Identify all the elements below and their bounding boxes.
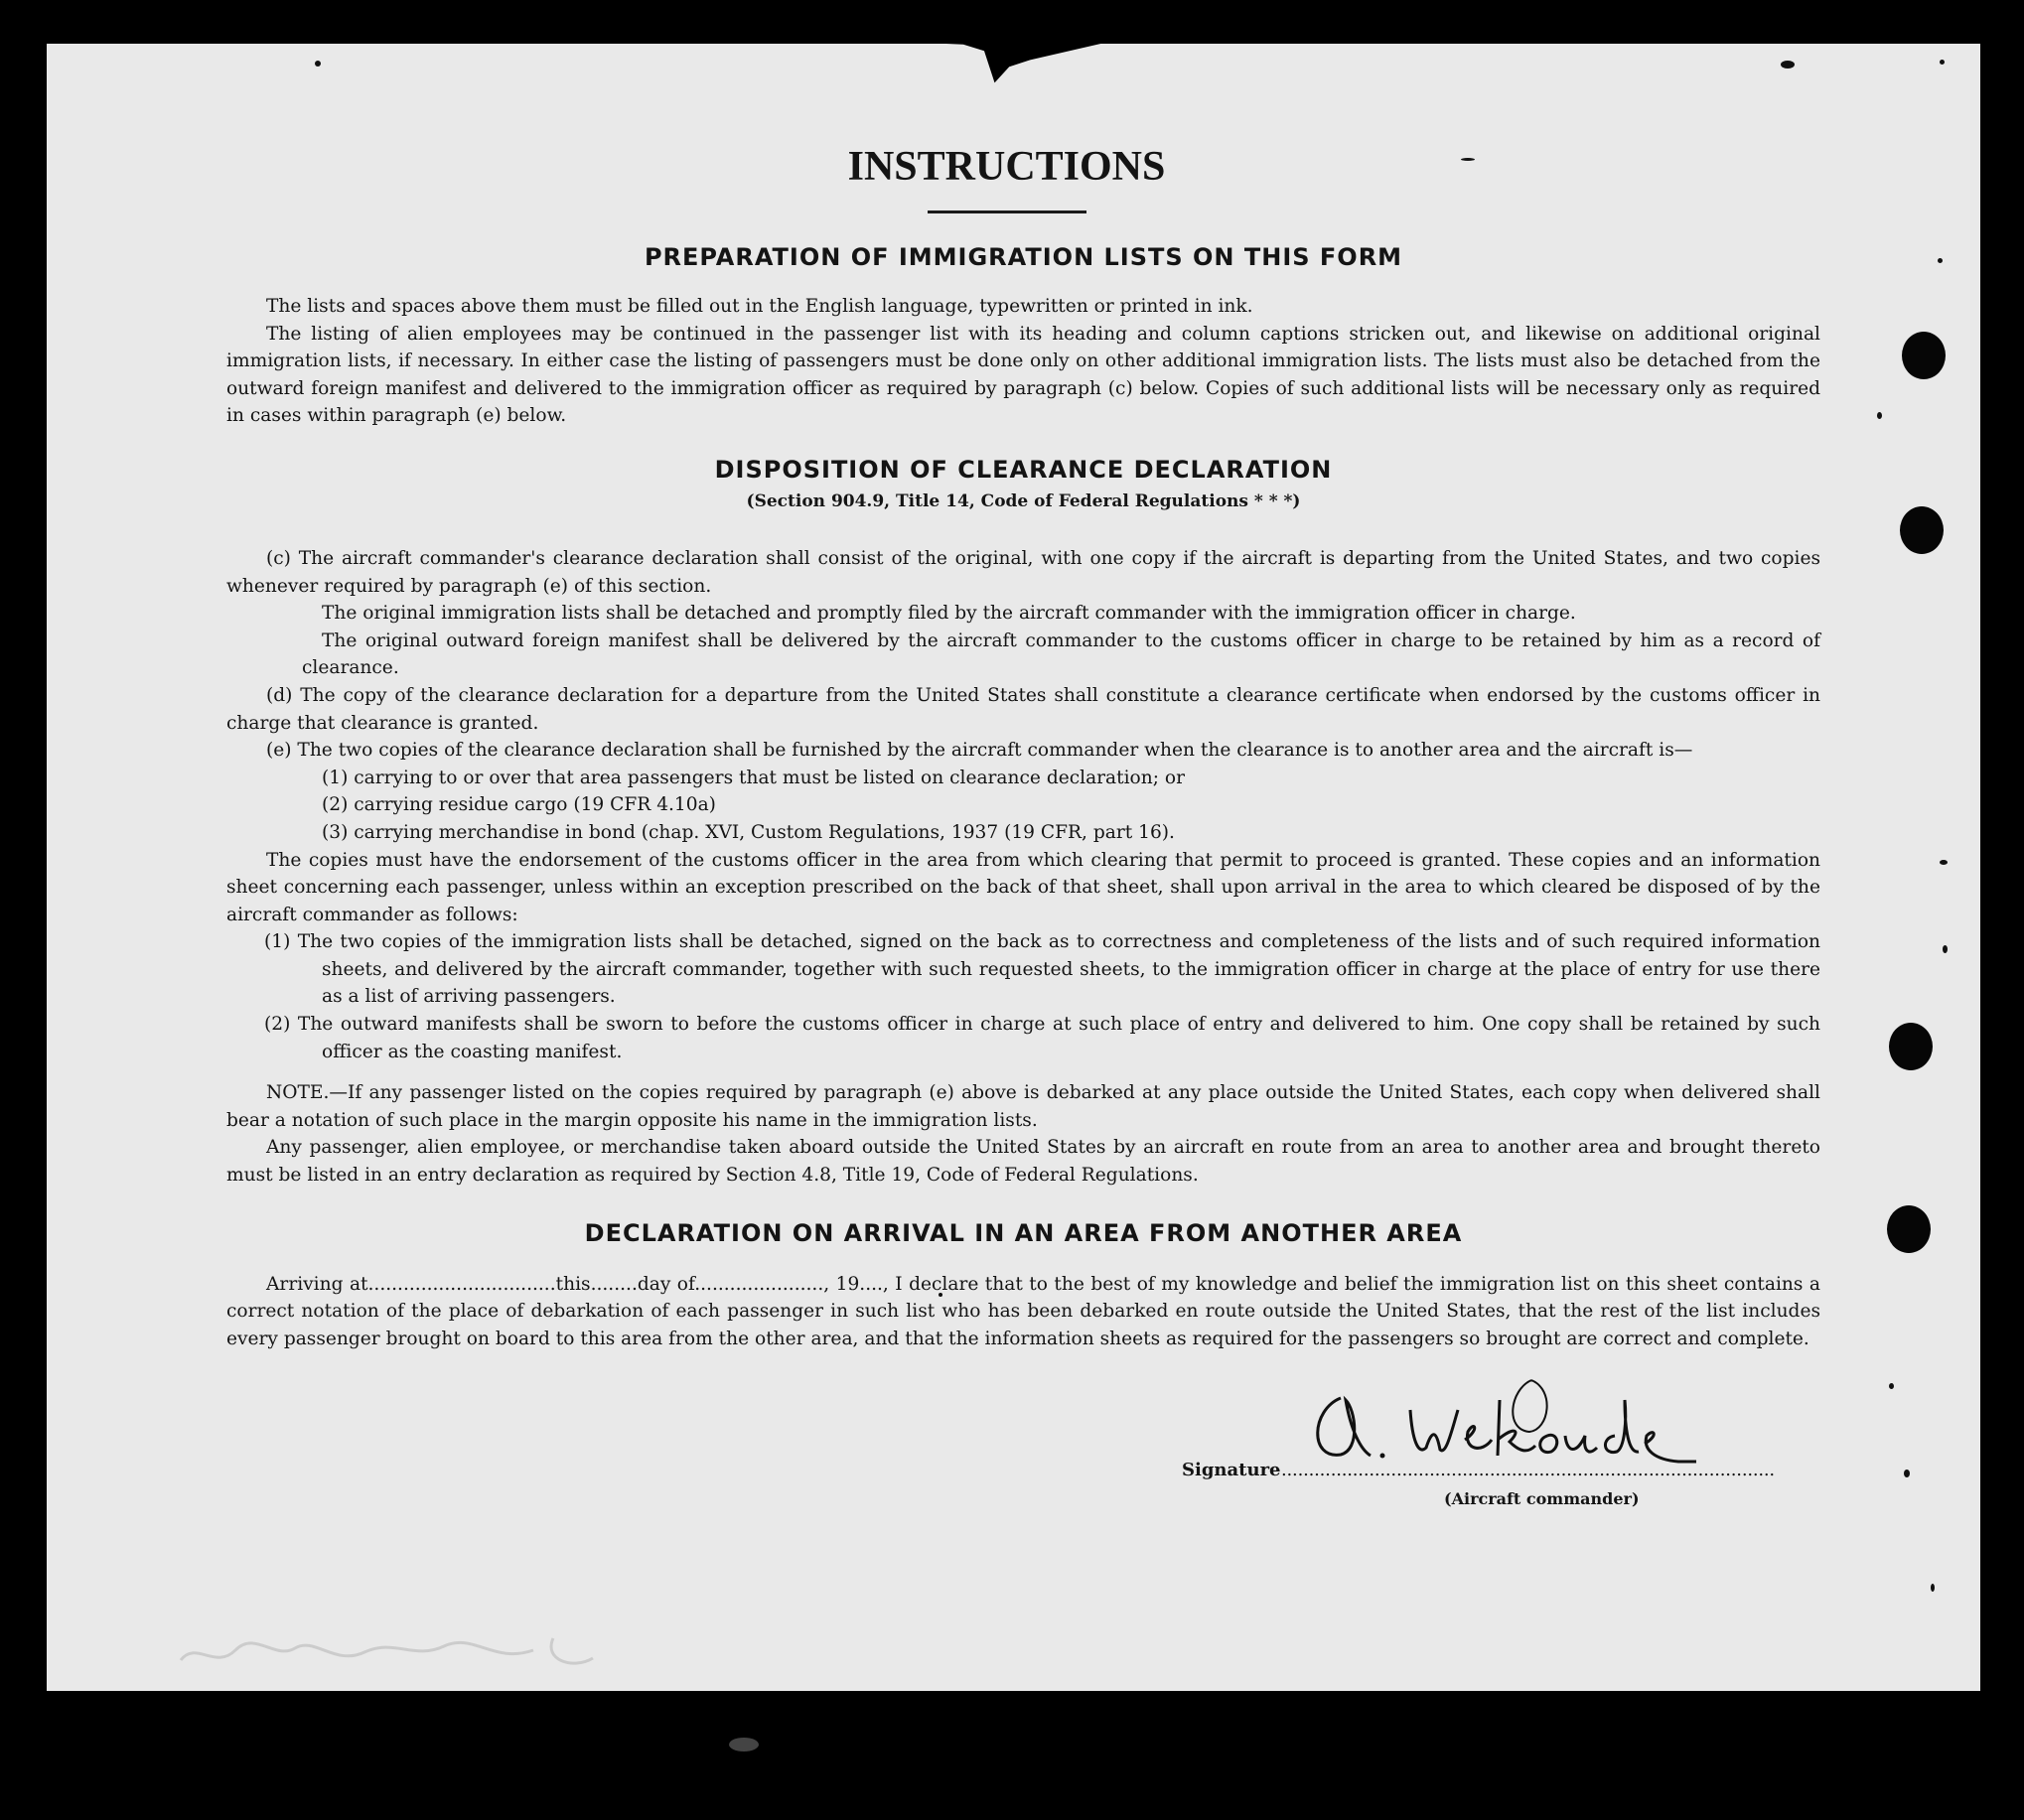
page-title: INSTRUCTIONS bbox=[847, 144, 1166, 190]
paragraph-e-item-3: (3) carrying merchandise in bond (chap. XVI, Custom Regulations, 1937 (19 CFR, part 16). bbox=[322, 821, 1175, 843]
punch-hole bbox=[1887, 1205, 1931, 1253]
torn-edge bbox=[901, 42, 1109, 87]
speck bbox=[1940, 60, 1945, 65]
blot bbox=[729, 1738, 759, 1751]
speck bbox=[1931, 1584, 1935, 1592]
paragraph-e-item-2: (2) carrying residue cargo (19 CFR 4.10a) bbox=[322, 794, 716, 816]
handwritten-signature bbox=[1301, 1370, 1718, 1479]
punch-hole bbox=[1889, 1023, 1933, 1070]
paragraph-c-outward-manifest: The original outward foreign manifest shall be delivered by the aircraft commander to the customs officer in charge to be retained by him as a record of clearance. bbox=[302, 630, 1820, 679]
disposal-item-2: (2) The outward manifests shall be sworn to before the customs officer in charge at such place of entry and delivered to him. One copy shall be retained by such officer as the coasting manifest. bbox=[264, 1014, 1820, 1062]
signature-label: Signature bbox=[1182, 1460, 1281, 1480]
declaration-heading: DECLARATION ON ARRIVAL IN AN AREA FROM ANOTHER AREA bbox=[584, 1218, 1463, 1247]
speck bbox=[1781, 61, 1795, 69]
preparation-heading: PREPARATION OF IMMIGRATION LISTS ON THIS FORM bbox=[644, 243, 1403, 271]
instructions-body bbox=[226, 137, 1820, 1352]
punch-hole bbox=[1902, 332, 1946, 379]
paragraph-e-item-1: (1) carrying to or over that area passengers that must be listed on clearance declaration; or bbox=[322, 767, 1185, 788]
note-paragraph bbox=[226, 1079, 1820, 1134]
entry-declaration-paragraph: Any passenger, alien employee, or merchandise taken aboard outside the United States by an aircraft en route from an area to another area and brought thereto must be listed in an entry declaration as required by Section 4.8, Title 19, Code of Federal Regulations. bbox=[226, 1137, 1820, 1187]
title-rule bbox=[928, 210, 1086, 213]
copies-paragraph: The copies must have the endorsement of the customs officer in the area from which clearing that permit to proceed is granted. These copies and an information sheet concerning each passenger, unless within an exception prescribed on the back of that sheet, shall upon arrival in the area to which cleared be disposed of by the aircraft commander as follows: bbox=[226, 849, 1820, 925]
preparation-paragraph-2: The listing of alien employees may be continued in the passenger list with its heading and column captions stricken out, and likewise on additional original immigration lists, if necessary. In either case the listing of passengers must be done only on other additional immigration lists. The lists must also be detached from the outward foreign manifest and delivered to the immigration officer as required by paragraph (c) below. Copies of such additional lists will be necessary only as required in cases within paragraph (e) below. bbox=[226, 323, 1820, 427]
paragraph-e: (e) The two copies of the clearance declaration shall be furnished by the aircraft commander when the clearance is to another area and the aircraft is— bbox=[266, 740, 1693, 762]
speck bbox=[315, 61, 321, 67]
note-text: —If any passenger listed on the copies required by paragraph (e) above is debarked at any place outside the United States, each copy when delivered shall bear a notation of such place in the margin opposite his name in the immigration lists. bbox=[226, 1082, 1820, 1131]
speck bbox=[1904, 1470, 1910, 1477]
speck bbox=[1877, 412, 1882, 419]
disposal-item-1: (1) The two copies of the immigration lists shall be detached, signed on the back as to correctness and completeness of the lists and of such required information sheets, and delivered by the aircraft commander, together with such requested sheets, to the immigration officer in charge at the place of entry for use there as a list of arriving passengers. bbox=[264, 931, 1820, 1008]
note-label: NOTE. bbox=[266, 1082, 330, 1104]
speck bbox=[1938, 258, 1943, 263]
speck bbox=[1889, 1383, 1894, 1389]
speck bbox=[1943, 945, 1948, 953]
paragraph-d: (d) The copy of the clearance declaration for a departure from the United States shall constitute a clearance certificate when endorsed by the customs officer in charge that clearance is granted. bbox=[226, 684, 1820, 734]
declaration-text: Arriving at................................this........day of......................, 19...., I declare that to the best of my knowledge and belief the immigration list on this sheet contains a correct notation of the place of debarkation of each passenger in such list who has been debarked en route outside the United States, that the rest of the list includes every passenger brought on board to this area from the other area, and that the information sheets as required for the passengers so brought are correct and complete. bbox=[226, 1273, 1820, 1349]
speck bbox=[1940, 860, 1948, 865]
paragraph-c-immigration-lists: The original immigration lists shall be detached and promptly filed by the aircraft commander with the immigration officer in charge. bbox=[322, 603, 1576, 625]
signature-dots: .......................................................................................... bbox=[1281, 1460, 1775, 1480]
preparation-paragraph-1: The lists and spaces above them must be filled out in the English language, typewritten or printed in ink. bbox=[266, 296, 1253, 317]
disposition-heading: DISPOSITION OF CLEARANCE DECLARATION bbox=[714, 455, 1333, 484]
signature-caption: (Aircraft commander) bbox=[1444, 1489, 1640, 1508]
bleed-through-marks bbox=[176, 1630, 623, 1674]
paragraph-c: (c) The aircraft commander's clearance declaration shall consist of the original, with one copy if the aircraft is departing from the United States, and two copies whenever required by paragraph (e) of this section. bbox=[226, 547, 1820, 597]
disposition-citation: (Section 904.9, Title 14, Code of Federal Regulations * * *) bbox=[746, 490, 1301, 511]
punch-hole bbox=[1900, 506, 1944, 554]
